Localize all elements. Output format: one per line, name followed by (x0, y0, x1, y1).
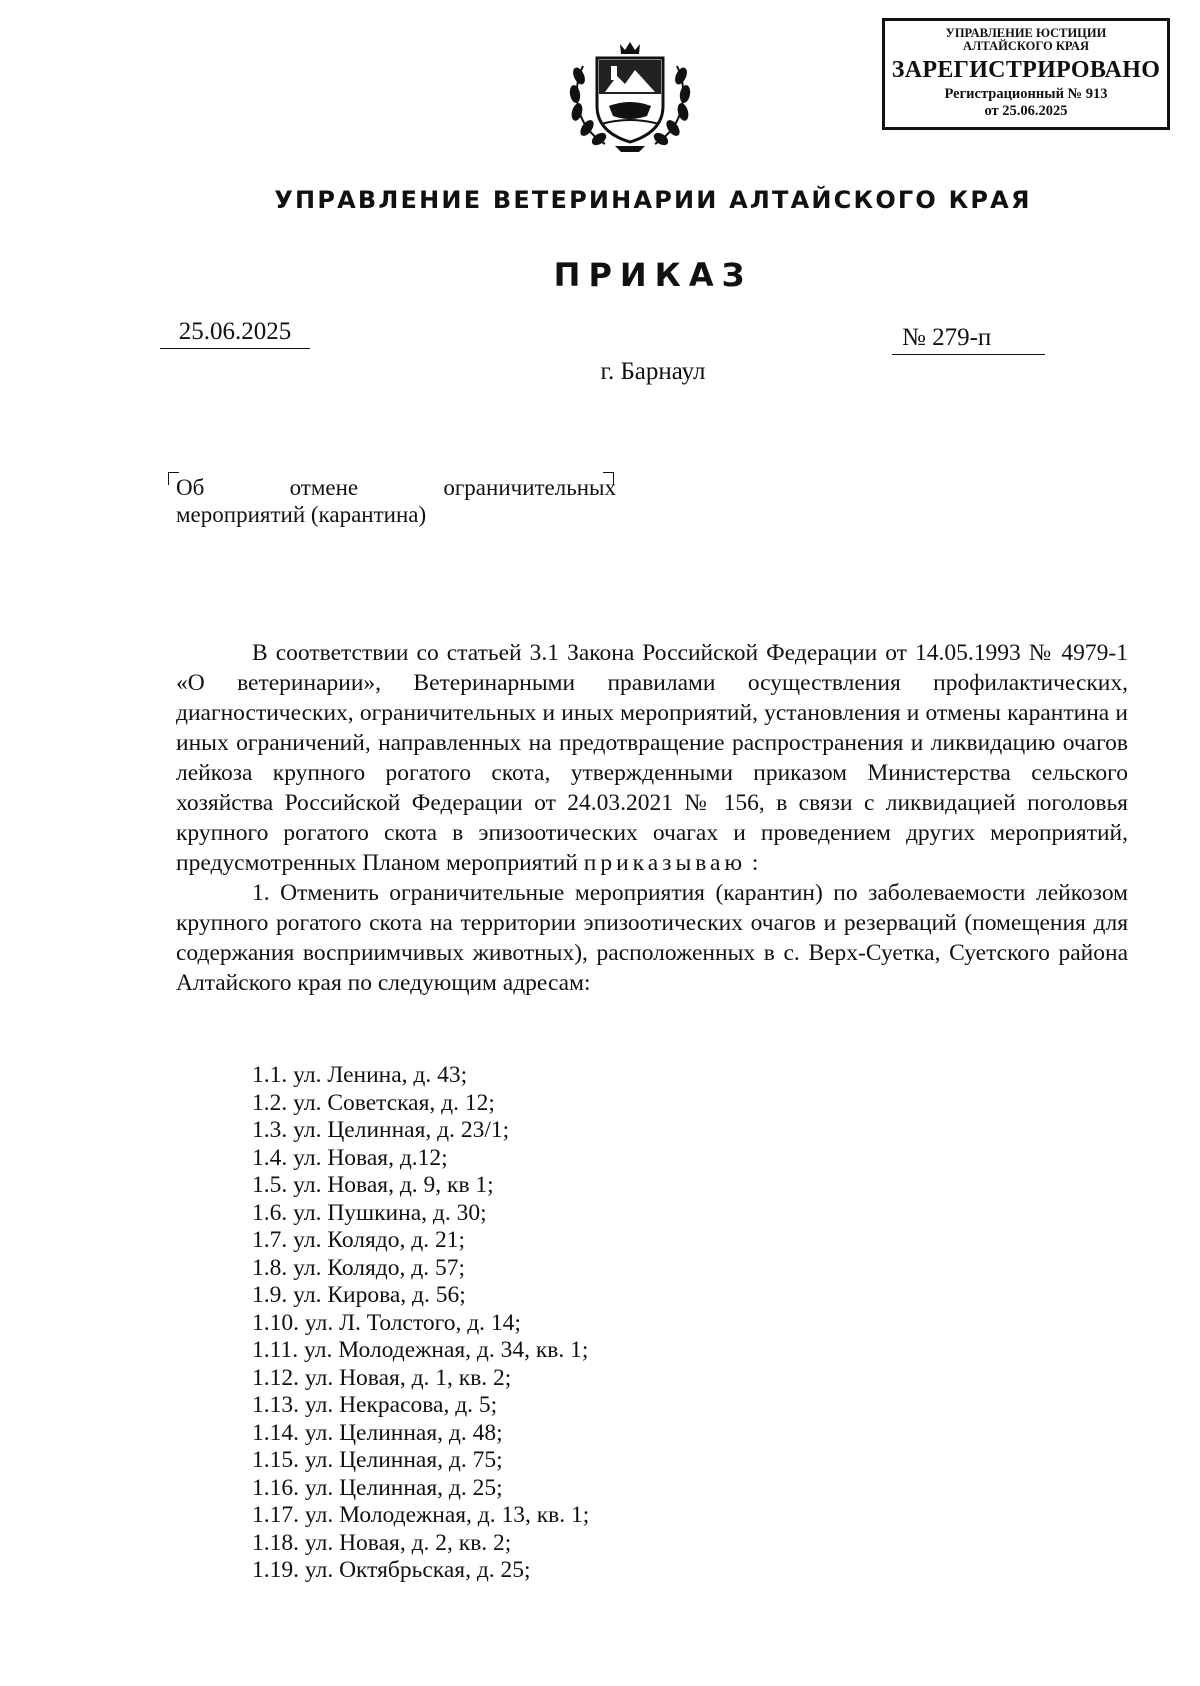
stamp-status: ЗАРЕГИСТРИРОВАНО (891, 57, 1161, 83)
subject-line-2: мероприятий (карантина) (176, 502, 427, 527)
address-item: 1.4. ул. Новая, д.12; (252, 1144, 448, 1171)
city: г. Барнаул (600, 358, 706, 385)
number-sign: № (902, 324, 926, 351)
registration-stamp (882, 18, 1170, 130)
address-item: 1.10. ул. Л. Толстого, д. 14; (252, 1309, 521, 1336)
address-item: 1.5. ул. Новая, д. 9, кв 1; (252, 1172, 494, 1198)
address-item: 1.15. ул. Целинная, д. 75; (252, 1447, 503, 1473)
address-item: 1.14. ул. Целинная, д. 48; (252, 1419, 503, 1446)
address-item: 1.18. ул. Новая, д. 2, кв. 2; (252, 1529, 512, 1556)
stamp-region: АЛТАЙСКОГО КРАЯ (963, 39, 1089, 53)
stamp-org: УПРАВЛЕНИЕ ЮСТИЦИИ (945, 26, 1107, 40)
address-item: 1.1. ул. Ленина, д. 43; (252, 1062, 468, 1088)
address-item: 1.7. ул. Колядо, д. 21; (252, 1227, 465, 1253)
subject-word: ограничительных (443, 475, 616, 500)
coat-of-arms-emblem (565, 36, 695, 156)
address-item: 1.11. ул. Молодежная, д. 34, кв. 1; (252, 1337, 589, 1363)
address-item: 1.16. ул. Целинная, д. 25; (252, 1474, 503, 1501)
agency-name: УПРАВЛЕНИЕ ВЕТЕРИНАРИИ АЛТАЙСКОГО КРАЯ (274, 186, 1032, 214)
address-item: 1.8. ул. Колядо, д. 57; (252, 1254, 465, 1281)
preamble-text: В соответствии со статьей 3.1 Закона Российской Федерации от 14.05.1993 № 4979-1 «О ветеринарии», Ветеринарными правилами осуществления профилактических, диагностических, ограничительных и иных мероприятий, установления и отмены карантина и иных ограничений, направленных на предотвращение распространения и ликвидацию очагов лейкоза крупного рогатого скота, утвержденными приказом Министерства сельского хозяйства Российской Федерации от 24.03.2021 № 156, в связи с ликвидацией поголовья крупного рогатого скота в эпизоотических очагах и проведением других мероприятий, предусмотренных Планом мероприятий (176, 640, 1128, 876)
preamble-paragraph (176, 638, 1128, 878)
address-item: 1.13. ул. Некрасова, д. 5; (252, 1392, 498, 1418)
address-list (252, 1062, 589, 1585)
order-colon: : (751, 850, 759, 876)
subject-word: Об (176, 475, 205, 500)
address-item: 1.12. ул. Новая, д. 1, кв. 2; (252, 1364, 512, 1391)
order-subject (176, 474, 616, 528)
order-body (176, 638, 1128, 998)
number-value: 279-п (932, 324, 992, 351)
stamp-reg-number: Регистрационный № 913 (944, 86, 1108, 102)
address-item: 1.3. ул. Целинная, д. 23/1; (252, 1117, 510, 1143)
subject-word: отмене (289, 475, 359, 500)
address-item: 1.2. ул. Советская, д. 12; (252, 1089, 495, 1116)
order-date: 25.06.2025 (160, 318, 310, 349)
document-type: ПРИКАЗ (553, 256, 753, 294)
address-item: 1.6. ул. Пушкина, д. 30; (252, 1199, 487, 1226)
address-item: 1.9. ул. Кирова, д. 56; (252, 1282, 466, 1308)
address-item: 1.19. ул. Октябрьская, д. 25; (252, 1557, 531, 1583)
order-word: приказываю (583, 850, 747, 876)
address-item: 1.17. ул. Молодежная, д. 13, кв. 1; (252, 1502, 590, 1528)
stamp-reg-date: от 25.06.2025 (984, 103, 1068, 119)
item-1-paragraph: 1. Отменить ограничительные мероприятия (карантин) по заболеваемости лейкозом крупного рогатого скота на территории эпизоотических очагов и резерваций (помещения для содержания восприимчивых животных), расположенных в с. Верх-Суетка, Суетского района Алтайского края по следующим адресам: (176, 880, 1128, 996)
order-number (892, 324, 1045, 355)
